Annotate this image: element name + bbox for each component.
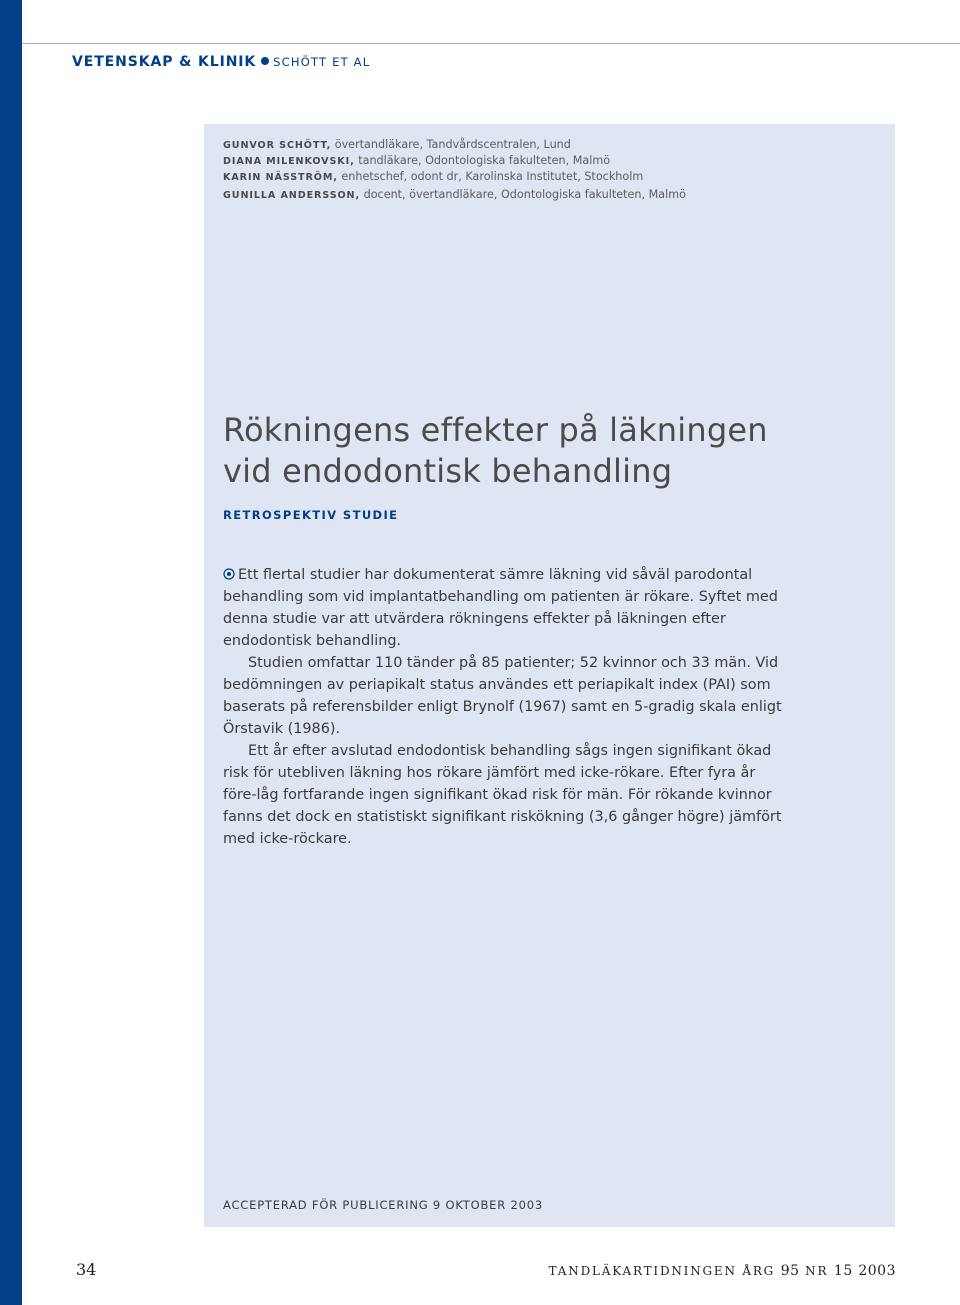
abstract-body — [223, 564, 788, 850]
running-header — [72, 51, 370, 70]
title-line: vid endodontisk behandling — [223, 452, 673, 490]
journal-footer — [549, 1263, 896, 1279]
bullet-dot-icon — [261, 57, 269, 65]
author-name: GUNILLA ANDERSSON, — [223, 190, 361, 201]
year-label: ÅRG — [742, 1264, 776, 1278]
issue-label: NR — [805, 1264, 829, 1278]
author-name: GUNVOR SCHÖTT, — [223, 140, 332, 151]
issue-number: 15 — [833, 1263, 853, 1279]
author-line — [223, 170, 643, 183]
author-affiliation: tandläkare, Odontologiska fakulteten, Malmö — [358, 154, 611, 167]
author-name: KARIN NÄSSTRÖM, — [223, 172, 338, 183]
page-number: 34 — [76, 1260, 97, 1279]
side-color-bar — [0, 0, 22, 1305]
paragraph-text: Ett flertal studier har dokumenterat sämre läkning vid såväl parodontal behandling som vid implantatbehandling om patienten är rökare. Syftet med denna studie var att utvärdera rökningens effekter på läkningen efter endodontisk behandling. — [223, 567, 778, 649]
article-subtitle: RETROSPEKTIV STUDIE — [223, 508, 399, 522]
author-line — [223, 154, 610, 167]
abstract-paragraph — [223, 564, 788, 652]
article-title — [223, 410, 768, 492]
author-affiliation: docent, övertandläkare, Odontologiska fakulteten, Malmö — [363, 188, 686, 201]
running-authors: SCHÖTT ET AL — [273, 55, 371, 69]
year-number: 2003 — [858, 1263, 896, 1279]
title-line: Rökningens effekter på läkningen — [223, 411, 768, 449]
abstract-paragraph: Studien omfattar 110 tänder på 85 patienter; 52 kvinnor och 33 män. Vid bedömningen av periapikalt status användes ett periapikalt index (PAI) som baserats på referensbilder enligt Brynolf (1967) samt en 5-gradig skala enligt Örstavik (1986). — [223, 655, 782, 737]
author-affiliation: enhetschef, odont dr, Karolinska Institutet, Stockholm — [341, 170, 644, 183]
author-line — [223, 188, 686, 201]
author-line — [223, 138, 571, 151]
accepted-date: ACCEPTERAD FÖR PUBLICERING 9 OKTOBER 2003 — [223, 1198, 543, 1212]
journal-name: TANDLÄKARTIDNINGEN — [548, 1264, 737, 1278]
author-affiliation: övertandläkare, Tandvårdscentralen, Lund — [334, 138, 571, 151]
header-rule — [22, 43, 960, 44]
author-name: DIANA MILENKOVSKI, — [223, 156, 355, 167]
section-label: VETENSKAP & KLINIK — [72, 54, 257, 70]
volume-number: 95 — [780, 1263, 800, 1279]
abstract-paragraph: Ett år efter avslutad endodontisk behandling sågs ingen signifikant ökad risk för utebliven läkning hos rökare jämfört med icke-rökare. Efter fyra år före-låg fortfarande ingen signifikant ökad risk för män. För rökande kvinnor fanns det dock en statistiskt signifikant riskökning (3,6 gånger högre) jämfört med icke-röckare. — [223, 743, 782, 847]
target-bullet-icon — [223, 568, 235, 580]
